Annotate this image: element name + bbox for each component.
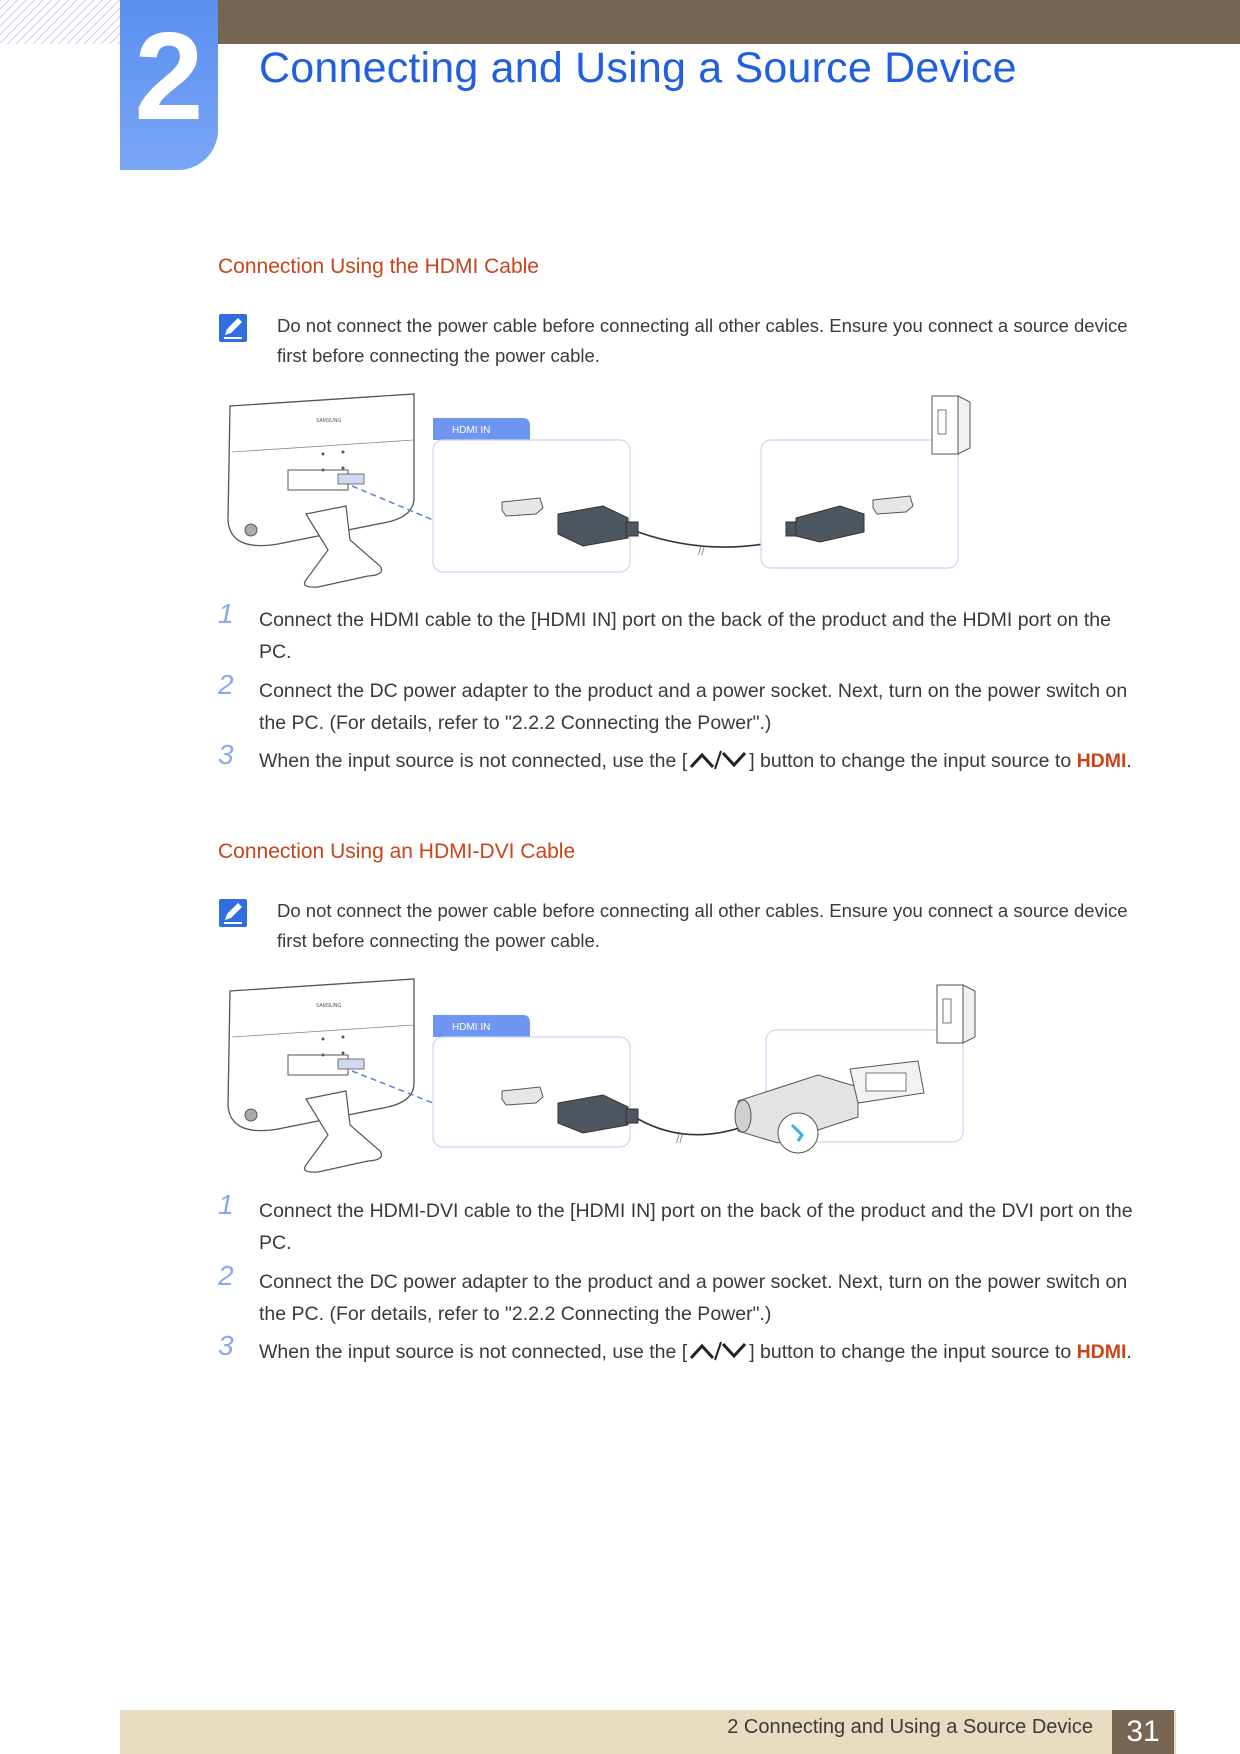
hdmi-dvi-cable <box>638 1119 748 1135</box>
note-pencil-icon <box>218 313 248 343</box>
step-text-part: ] button to change the input source to <box>749 750 1077 772</box>
step-number: 2 <box>218 1260 234 1291</box>
step-1-hdmi <box>218 598 1148 668</box>
input-source-value: HDMI <box>1076 1341 1127 1363</box>
step-number: 3 <box>218 739 234 770</box>
step-text: Connect the HDMI-DVI cable to the [HDMI IN] port on the back of the product and the DVI port on the PC. <box>259 1200 1133 1254</box>
cable-break-mark: // <box>676 1132 683 1146</box>
section-title-hdmi: Connection Using the HDMI Cable <box>218 255 539 278</box>
step-text-end: . <box>1126 750 1132 772</box>
step-text-part: When the input source is not connected, use the [ <box>259 750 688 772</box>
brand-label: SAMSUNG <box>316 418 342 424</box>
step-text-part: ] button to change the input source to <box>749 1341 1077 1363</box>
pc-tower-icon <box>937 985 975 1043</box>
step-text <box>259 745 1148 777</box>
step-number: 1 <box>218 1189 234 1220</box>
note-text: Do not connect the power cable before connecting all other cables. Ensure you connect a source device first before connecting the power cable. <box>277 900 1128 951</box>
step-3-hdmi <box>218 739 1148 809</box>
step-2-hdmi <box>218 669 1148 739</box>
step-text <box>259 1336 1148 1368</box>
note-hdmi <box>218 311 1148 373</box>
step-text: Connect the DC power adapter to the product and a power socket. Next, turn on the power switch on the PC. (For details, refer to "2.2.2 Connecting the Power".) <box>259 1271 1128 1325</box>
step-3-hdmi-dvi <box>218 1330 1148 1400</box>
monitor-back-illustration <box>228 979 414 1172</box>
step-text-part: When the input source is not connected, use the [ <box>259 1341 688 1363</box>
port-label: HDMI IN <box>452 425 491 436</box>
step-1-hdmi-dvi <box>218 1189 1148 1259</box>
step-text-end: . <box>1126 1341 1132 1363</box>
input-source-value: HDMI <box>1076 750 1127 772</box>
section-title-hdmi-dvi: Connection Using an HDMI-DVI Cable <box>218 840 576 863</box>
note-pencil-icon <box>218 898 248 928</box>
step-number: 1 <box>218 598 234 629</box>
page-number: 31 <box>1112 1710 1174 1754</box>
cable-break-mark: // <box>698 544 705 558</box>
pc-detail-panel <box>761 440 958 568</box>
port-label: HDMI IN <box>452 1022 491 1033</box>
up-down-arrows-icon <box>687 749 749 771</box>
corner-hatch-decoration <box>0 0 120 44</box>
up-down-arrows-icon <box>687 1340 749 1362</box>
step-2-hdmi-dvi <box>218 1260 1148 1330</box>
note-text: Do not connect the power cable before connecting all other cables. Ensure you connect a source device first before connecting the power cable. <box>277 315 1128 366</box>
hdmi-dvi-connection-diagram <box>218 975 1098 1185</box>
step-number: 2 <box>218 669 234 700</box>
footer-chapter-text: 2 Connecting and Using a Source Device <box>727 1716 1093 1738</box>
pc-tower-icon <box>932 396 970 454</box>
chapter-number: 2 <box>134 8 204 146</box>
brand-label: SAMSUNG <box>316 1003 342 1009</box>
hdmi-connection-diagram <box>218 390 1098 600</box>
top-bar <box>218 0 1240 44</box>
monitor-back-illustration <box>228 394 414 587</box>
step-text: Connect the HDMI cable to the [HDMI IN] port on the back of the product and the HDMI port on the PC. <box>259 609 1111 663</box>
note-hdmi-dvi <box>218 896 1148 958</box>
chapter-title: Connecting and Using a Source Device <box>259 44 1017 92</box>
step-number: 3 <box>218 1330 234 1361</box>
step-text: Connect the DC power adapter to the product and a power socket. Next, turn on the power switch on the PC. (For details, refer to "2.2.2 Connecting the Power".) <box>259 680 1128 734</box>
